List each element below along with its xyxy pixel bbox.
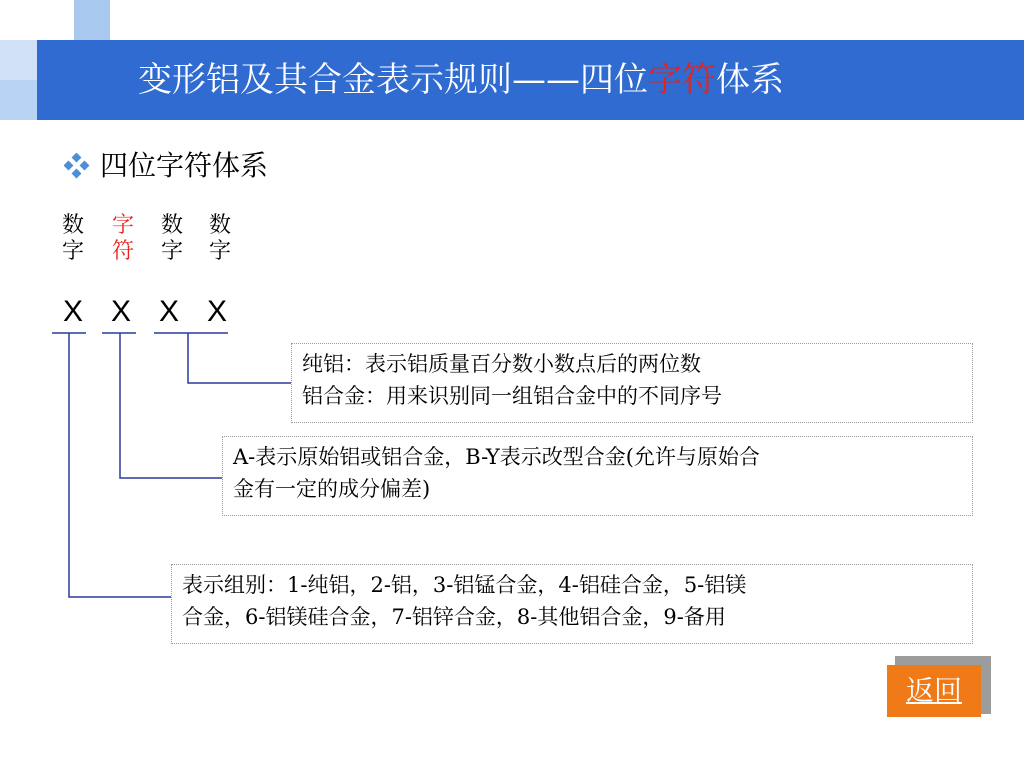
box-line: 铝合金：用来识别同一组铝合金中的不同序号 bbox=[302, 384, 722, 408]
box-line: A-表示原始铝或铝合金，B-Y表示改型合金(允许与原始合 bbox=[233, 445, 760, 469]
title-highlight: 字符 bbox=[648, 60, 716, 100]
column-label-top: 数 bbox=[160, 213, 183, 238]
column-label-bottom: 字 bbox=[208, 239, 231, 264]
description-box-letter-2 bbox=[222, 436, 973, 516]
column-label-top: 数 bbox=[208, 213, 231, 238]
back-button[interactable]: 返回 bbox=[887, 665, 981, 717]
description-box-digit-1 bbox=[171, 564, 973, 644]
position-x-4: X bbox=[206, 295, 227, 328]
connector-digits-3-4 bbox=[188, 333, 291, 383]
column-label-bottom: 字 bbox=[61, 239, 84, 264]
column-label-bottom: 字 bbox=[160, 239, 183, 264]
title-part2: 体系 bbox=[716, 60, 784, 100]
position-x-1: X bbox=[62, 295, 83, 328]
column-label-bottom: 符 bbox=[111, 239, 134, 264]
position-x-3: X bbox=[158, 295, 179, 328]
title-part1: 变形铝及其合金表示规则——四位 bbox=[138, 60, 648, 100]
column-label-top: 数 bbox=[61, 213, 84, 238]
box-line: 纯铝：表示铝质量百分数小数点后的两位数 bbox=[302, 352, 701, 376]
box-line: 金有一定的成分偏差) bbox=[233, 477, 431, 501]
column-label-top: 字 bbox=[111, 213, 134, 238]
connector-letter-2 bbox=[120, 333, 222, 478]
position-x-2: X bbox=[110, 295, 131, 328]
section-subtitle: 四位字符体系 bbox=[100, 149, 269, 182]
box-line: 合金，6-铝镁硅合金，7-铝锌合金，8-其他铝合金，9-备用 bbox=[182, 605, 726, 629]
box-line: 表示组别：1-纯铝，2-铝，3-铝锰合金，4-铝硅合金，5-铝镁 bbox=[182, 573, 747, 597]
description-box-digits-3-4 bbox=[291, 343, 973, 423]
